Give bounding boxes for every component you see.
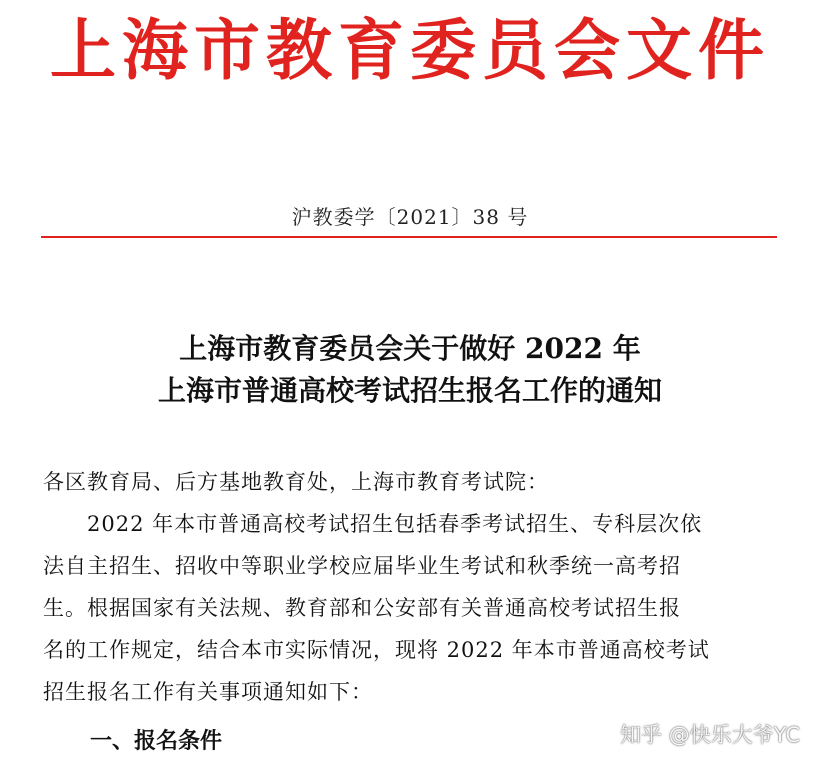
paragraph-line: 法自主招生、招收中等职业学校应届毕业生考试和秋季统一高考招 — [43, 554, 681, 578]
body-paragraph — [43, 503, 779, 713]
notice-title-line-1: 上海市教育委员会关于做好 2022 年 — [179, 332, 641, 365]
notice-title-line-2: 上海市普通高校考试招生报名工作的通知 — [157, 374, 662, 407]
red-divider-line — [41, 236, 777, 238]
section-heading-1: 一、报名条件 — [90, 729, 223, 754]
paragraph-line: 招生报名工作有关事项通知如下： — [43, 680, 373, 704]
paragraph-line: 生。根据国家有关法规、教育部和公安部有关普通高校考试招生报 — [43, 596, 681, 620]
salutation: 各区教育局、后方基地教育处，上海市教育考试院： — [43, 470, 549, 494]
paragraph-line: 2022 年本市普通高校考试招生包括春季考试招生、专科层次依 — [87, 512, 703, 536]
document-number: 沪教委学〔2021〕38 号 — [291, 205, 529, 229]
paragraph-line: 名的工作规定，结合本市实际情况，现将 2022 年本市普通高校考试 — [43, 638, 710, 662]
masthead-title: 上海市教育委员会文件 — [50, 11, 770, 89]
watermark: 知乎 @快乐大爷YC — [619, 723, 800, 747]
